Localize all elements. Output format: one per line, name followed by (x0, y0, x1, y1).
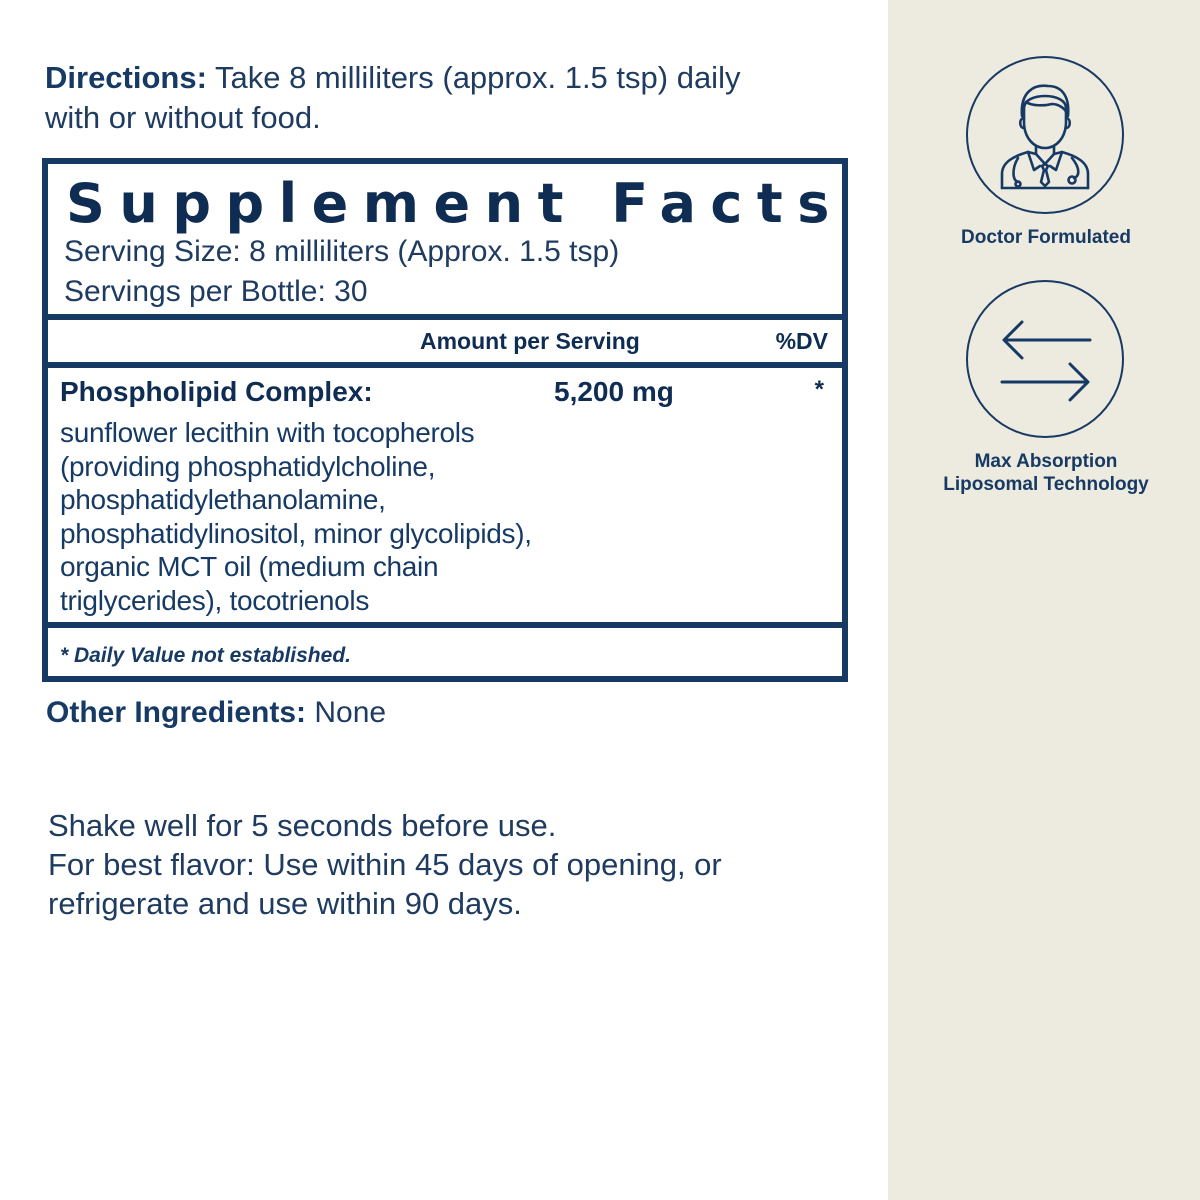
ingredient-description-line: sunflower lecithin with tocopherols (60, 417, 475, 448)
divider (48, 622, 842, 628)
divider (48, 314, 842, 320)
serving-size: Serving Size: 8 milliliters (Approx. 1.5 tsp) (64, 235, 620, 268)
ingredient-description-line: phosphatidylinositol, minor glycolipids), (60, 517, 532, 549)
ingredient-description (60, 416, 660, 617)
badge-label-line: Liposomal Technology (943, 474, 1149, 495)
ingredient-description-line: organic MCT oil (medium chain (60, 551, 439, 582)
footnote: * Daily Value not established. (60, 644, 351, 667)
badge-label-line: Doctor Formulated (961, 227, 1131, 248)
other-ingredients-value: None (314, 696, 387, 729)
absorption-badge (966, 280, 1124, 438)
other-ingredients-label: Other Ingredients: (46, 696, 307, 729)
doctor-badge-label (900, 226, 1192, 249)
directions-text-line2: with or without food. (45, 100, 321, 135)
badge-label-line: Max Absorption (974, 451, 1118, 472)
usage-notes (48, 806, 722, 923)
other-ingredients (46, 696, 386, 730)
usage-note: refrigerate and use within 90 days. (48, 886, 522, 921)
divider (48, 362, 842, 368)
header-daily-value: %DV (775, 328, 828, 354)
ingredient-dv: * (814, 376, 824, 403)
usage-note: Shake well for 5 seconds before use. (48, 808, 557, 843)
usage-note: For best flavor: Use within 45 days of opening, or (48, 847, 722, 882)
supplement-facts-table (42, 158, 848, 682)
facts-title: Supplement Facts (66, 172, 844, 235)
ingredient-amount: 5,200 mg (554, 376, 674, 407)
ingredient-description-line: triglycerides), tocotrienols (60, 584, 370, 616)
absorption-badge-label (900, 450, 1192, 496)
header-amount-per-serving: Amount per Serving (420, 328, 640, 354)
servings-per-bottle: Servings per Bottle: 30 (64, 275, 368, 308)
directions-text: Take 8 milliliters (approx. 1.5 tsp) daily (214, 60, 741, 95)
doctor-icon (968, 58, 1122, 212)
exchange-arrows-icon (968, 282, 1122, 436)
serving-info (64, 232, 619, 312)
directions-label: Directions: (45, 60, 207, 95)
ingredient-name: Phospholipid Complex: (60, 376, 373, 407)
directions (45, 58, 845, 138)
doctor-badge (966, 56, 1124, 214)
ingredient-description-line: phosphatidylethanolamine, (60, 484, 386, 515)
ingredient-description-line: (providing phosphatidylcholine, (60, 450, 436, 482)
